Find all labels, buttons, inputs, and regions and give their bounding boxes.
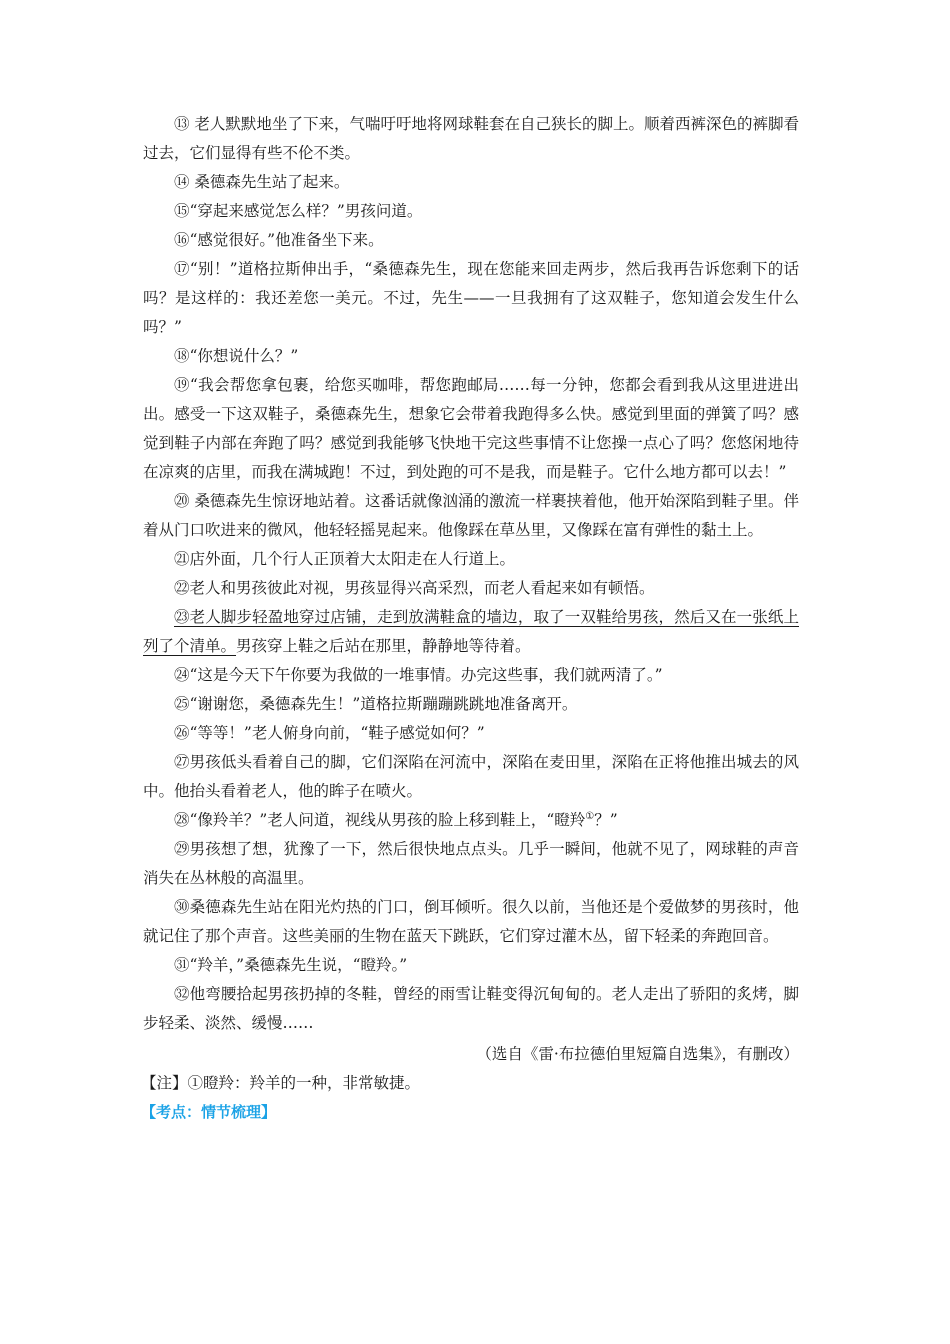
paragraph-28-end: ？” xyxy=(594,811,618,829)
document-page xyxy=(143,110,799,1127)
paragraph-26: ㉖“等等！”老人俯身向前，“鞋子感觉如何？” xyxy=(174,724,485,742)
paragraph-28-text: ㉘“像羚羊？”老人问道，视线从男孩的脸上移到鞋上，“瞪羚 xyxy=(174,811,586,829)
paragraph-16: ⑯“感觉很好。”他准备坐下来。 xyxy=(174,231,384,249)
paragraph-24: ㉔“这是今天下午你要为我做的一堆事情。办完这些事，我们就两清了。” xyxy=(174,666,663,684)
underlined-sentence: ㉓老人脚步轻盈地穿过店铺，走到放满鞋盒的墙边，取了一双鞋给男孩，然后又在一张纸上列了个清单。 xyxy=(143,608,799,655)
paragraph-23 xyxy=(143,603,799,661)
paragraph-13: ⑬ 老人默默地坐了下来，气喘吁吁地将网球鞋套在自己狭长的脚上。顺着西裤深色的裤脚看过去，它们显得有些不伦不类。 xyxy=(143,115,799,162)
paragraph-28 xyxy=(143,806,799,835)
paragraph-20: ⑳ 桑德森先生惊讶地站着。这番话就像汹涌的激流一样裹挟着他，他开始深陷到鞋子里。伴着从门口吹进来的微风，他轻轻摇晃起来。他像踩在草丛里，又像踩在富有弹性的黏土上。 xyxy=(143,492,799,539)
paragraph-30: ㉚桑德森先生站在阳光灼热的门口，倒耳倾听。很久以前，当他还是个爱做梦的男孩时，他就记住了那个声音。这些美丽的生物在蓝天下跳跃，它们穿过灌木丛，留下轻柔的奔跑回音。 xyxy=(143,898,799,945)
paragraph-17: ⑰“别！”道格拉斯伸出手，“桑德森先生，现在您能来回走两步，然后我再告诉您剩下的话吗？是这样的：我还差您一美元。不过，先生——一旦我拥有了这双鞋子，您知道会发生什么吗？” xyxy=(143,260,799,336)
source-citation: （选自《雷·布拉德伯里短篇自选集》，有删改） xyxy=(476,1045,799,1063)
paragraph-29: ㉙男孩想了想，犹豫了一下，然后很快地点点头。几乎一瞬间，他就不见了，网球鞋的声音消失在丛林般的高温里。 xyxy=(143,840,799,887)
paragraph-15: ⑮“穿起来感觉怎么样？”男孩问道。 xyxy=(174,202,423,220)
footnote: 【注】①瞪羚：羚羊的一种，非常敏捷。 xyxy=(141,1074,421,1092)
paragraph-27: ㉗男孩低头看着自己的脚，它们深陷在河流中，深陷在麦田里，深陷在正将他推出城去的风中。他抬头看着老人，他的眸子在喷火。 xyxy=(143,753,799,800)
paragraph-22: ㉒老人和男孩彼此对视，男孩显得兴高采烈，而老人看起来如有顿悟。 xyxy=(174,579,655,597)
paragraph-25: ㉕“谢谢您，桑德森先生！”道格拉斯蹦蹦跳跳地准备离开。 xyxy=(174,695,578,713)
paragraph-21: ㉑店外面，几个行人正顶着大太阳走在人行道上。 xyxy=(174,550,516,568)
paragraph-14: ⑭ 桑德森先生站了起来。 xyxy=(174,173,350,191)
paragraph-32: ㉜他弯腰拾起男孩扔掉的冬鞋，曾经的雨雪让鞋变得沉甸甸的。老人走出了骄阳的炙烤，脚步轻柔、淡然、缓慢…… xyxy=(143,985,799,1032)
paragraph-31: ㉛“羚羊，”桑德森先生说，“瞪羚。” xyxy=(174,956,408,974)
paragraph-18: ⑱“你想说什么？” xyxy=(174,347,299,365)
footnote-marker: ① xyxy=(585,810,595,822)
paragraph-23-rest: 男孩穿上鞋之后站在那里，静静地等待着。 xyxy=(236,637,531,655)
exam-point-heading: 【考点：情节梳理】 xyxy=(141,1103,277,1121)
paragraph-19: ⑲“我会帮您拿包裹，给您买咖啡，帮您跑邮局……每一分钟，您都会看到我从这里进进出出。感受一下这双鞋子，桑德森先生，想象它会带着我跑得多么快。感觉到里面的弹簧了吗？感觉到鞋子内部在奔跑了吗？感觉到我能够飞快地干完这些事情不让您操一点心了吗？您悠闲地待在凉爽的店里，而我在满城跑！不过，到处跑的可不是我，而是鞋子。它什么地方都可以去！” xyxy=(143,376,799,481)
